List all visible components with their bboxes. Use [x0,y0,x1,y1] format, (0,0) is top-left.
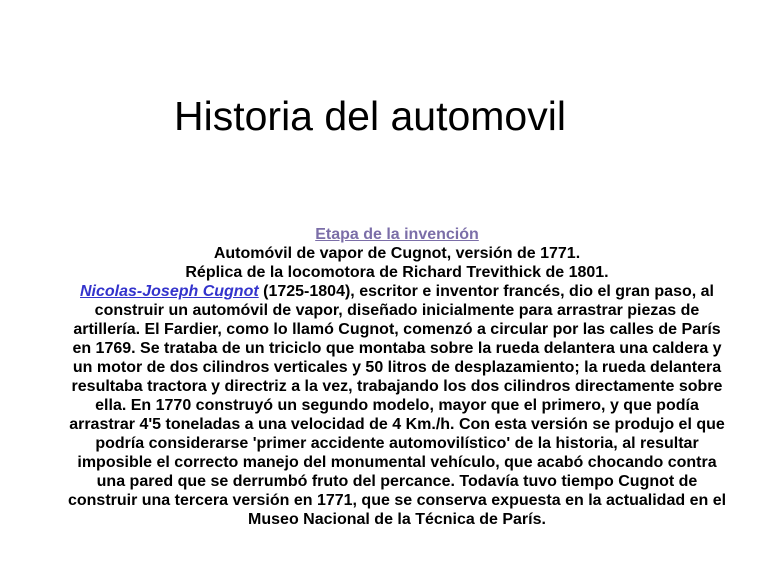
slide-title: Historia del automovil [174,93,566,139]
slide-content [62,225,732,529]
caption-trevithick: Réplica de la locomotora de Richard Trevithick de 1801. [185,264,609,281]
body-paragraph [62,282,732,529]
section-link[interactable]: Etapa de la invención [315,226,479,243]
body-text: (1725-1804), escritor e inventor francés, dio el gran paso, al construir un automóvil de vapor, diseñado inicialmente para arrastrar piezas de artillería. El Fardier, como lo llamó Cugnot, comenzó a circular por las calles de París en 1769. Se trataba de un triciclo que montaba sobre la rueda delantera una caldera y un motor de dos cilindros verticales y 50 litros de desplazamiento; la rueda delantera resultaba tractora y directriz a la vez, trabajando los dos cilindros directamente sobre ella. En 1770 construyó un segundo modelo, mayor que el primero, y que podía arrastrar 4'5 toneladas a una velocidad de 4 Km./h. Con esta versión se produjo el que podría considerarse 'primer accidente automovilístico' de la historia, al resultar imposible el correcto manejo del monumental vehículo, que acabó chocando contra una pared que se derrumbó fruto del percance. Todavía tuvo tiempo Cugnot de construir una tercera versión en 1771, que se conserva expuesta en la actualidad en el Museo Nacional de la Técnica de París. [67,283,727,528]
cugnot-link[interactable]: Nicolas-Joseph Cugnot [80,283,259,300]
caption-cugnot: Automóvil de vapor de Cugnot, versión de 1771. [213,245,581,262]
